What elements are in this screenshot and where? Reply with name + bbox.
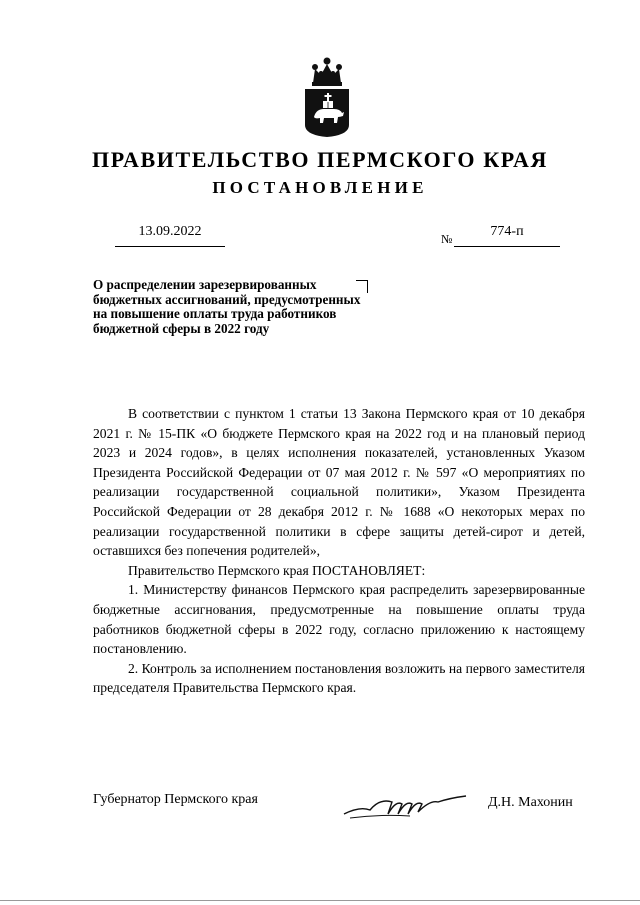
page-edge-line — [0, 900, 640, 901]
paragraph-item-2: 2. Контроль за исполнением постановления возложить на первого заместителя председателя Правительства Пермского края. — [93, 660, 585, 696]
document-body — [93, 404, 585, 698]
signer-name: Д.Н. Махонин — [488, 795, 573, 810]
subject-corner-mark — [356, 280, 368, 293]
document-type: ПОСТАНОВЛЕНИЕ — [212, 178, 428, 197]
document-date: 13.09.2022 — [115, 224, 225, 247]
signer-position: Губернатор Пермского края — [93, 792, 258, 807]
paragraph-preamble: В соответствии с пунктом 1 статьи 13 Закона Пермского края от 10 декабря 2021 г. № 15-ПК «О бюджете Пермского края на 2022 год и на плановый период 2023 и 2024 годов», в целях исполнения показателей, установленных Указом Президента Российской Федерации от 07 мая 2012 г. № 597 «О мероприятиях по реализации государственной социальной политики», Указом Президента Российской Федерации от 28 декабря 2012 г. № 1688 «О некоторых мерах по реализации государственной политики в сфере защиты детей-сирот и детей, оставшихся без попечения родителей», — [93, 406, 585, 559]
paragraph-item-1: 1. Министерству финансов Пермского края распределить зарезервированные бюджетные ассигнования, предусмотренные на повышение оплаты труда работников бюджетной сферы в 2022 году, согласно приложению к настоящему постановлению. — [93, 582, 585, 657]
document-subject: О распределении зарезервированных бюджетных ассигнований, предусмотренных на повышение оплаты труда работников бюджетной сферы в 2022 году — [93, 277, 361, 336]
government-title: ПРАВИТЕЛЬСТВО ПЕРМСКОГО КРАЯ — [92, 147, 548, 172]
paragraph-resolves: Правительство Пермского края ПОСТАНОВЛЯЕТ: — [128, 562, 426, 578]
handwritten-signature — [340, 788, 470, 822]
coat-of-arms-emblem — [302, 55, 352, 139]
number-label: № — [441, 232, 453, 246]
document-number: 774-п — [454, 224, 560, 247]
